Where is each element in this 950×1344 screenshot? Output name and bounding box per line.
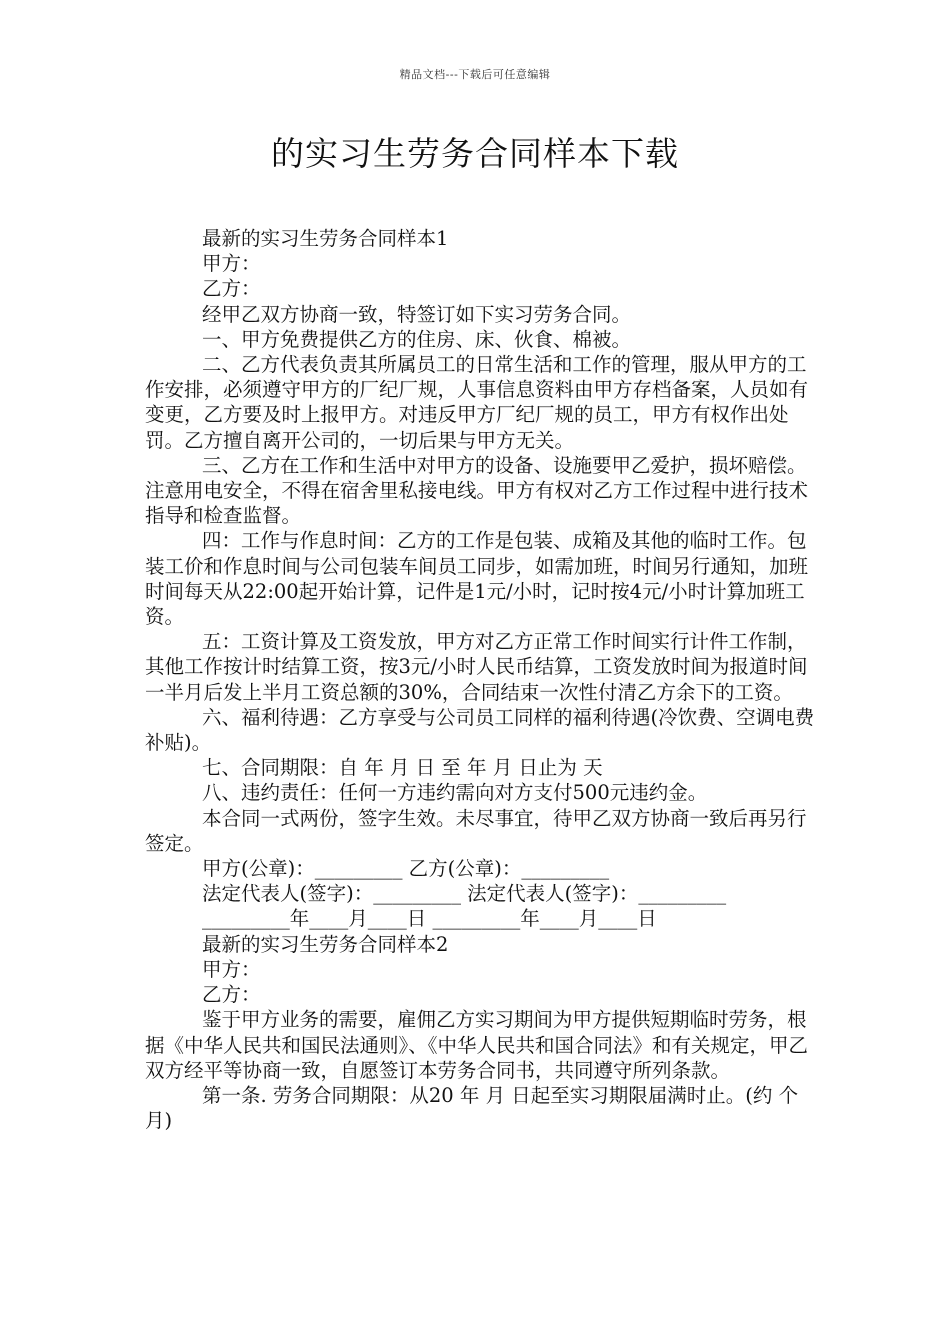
party-b-line-2: 乙方： xyxy=(202,983,261,1007)
party-a-line-2: 甲方： xyxy=(202,957,261,981)
party-a-line: 甲方： xyxy=(202,252,261,276)
party-b-line: 乙方： xyxy=(202,277,261,301)
document-title: 的实习生劳务合同样本下载 xyxy=(271,134,679,173)
document-body xyxy=(145,226,820,1133)
signature-line: 法定代表人(签字)：_________ 法定代表人(签字)：_________ xyxy=(202,882,727,906)
section-heading: 最新的实习生劳务合同样本1 xyxy=(202,227,449,250)
seal-line: 甲方(公章)：_________ 乙方(公章)：_________ xyxy=(202,857,610,881)
intro-paragraph-2: 鉴于甲方业务的需要，雇佣乙方实习期间为甲方提供短期临时劳务，根据《中华人民共和国民法通则》、《中华人民共和国合同法》和有关规定，甲乙双方经平等协商一致，自愿签订本劳务合同书，共同遵守所列条款。 xyxy=(145,1008,809,1082)
closing-paragraph: 本合同一式两份，签字生效。未尽事宜，待甲乙双方协商一致后再另行签定。 xyxy=(145,806,807,855)
clause-6: 六、福利待遇：乙方享受与公司员工同样的福利待遇(冷饮费、空调电费补贴)。 xyxy=(145,705,815,755)
header-note: 精品文档---下载后可任意编辑 xyxy=(399,68,551,81)
clause-5: 五：工资计算及工资发放，甲方对乙方正常工作时间实行计件工作制，其他工作按计时结算工资，按3元/小时人民币结算，工资发放时间为报道时间一半月后发上半月工资总额的30%，合同结束一次性付清乙方余下的工资。 xyxy=(145,630,808,704)
clause-3: 三、乙方在工作和生活中对甲方的设备、设施要甲乙爱护，损坏赔偿。注意用电安全，不得在宿舍里私接电线。甲方有权对乙方工作过程中进行技术指导和检查监督。 xyxy=(145,453,809,528)
section-heading-2: 最新的实习生劳务合同样本2 xyxy=(202,932,449,956)
clause-2: 二、乙方代表负责其所属员工的日常生活和工作的管理，服从甲方的工作安排，必须遵守甲方的厂纪厂规，人事信息资料由甲方存档备案，人员如有变更，乙方要及时上报甲方。对违反甲方厂纪厂规的员工，甲方有权作出处罚。乙方擅自离开公司的，一切后果与甲方无关。 xyxy=(145,353,809,452)
date-line: _________年____月____日 _________年____月____日 xyxy=(202,907,657,931)
article-1: 第一条. 劳务合同期限：从20 年 月 日起至实习期限届满时止。(约 个月) xyxy=(145,1083,799,1133)
clause-1: 一、甲方免费提供乙方的住房、床、伙食、棉被。 xyxy=(202,327,632,351)
intro-paragraph: 经甲乙双方协商一致，特签订如下实习劳务合同。 xyxy=(202,302,632,326)
clause-8: 八、违约责任：任何一方违约需向对方支付500元违约金。 xyxy=(202,781,708,805)
clause-7: 七、合同期限：自 年 月 日 至 年 月 日止为 天 xyxy=(202,756,603,780)
clause-4: 四：工作与作息时间：乙方的工作是包装、成箱及其他的临时工作。包装工价和作息时间与公司包装车间员工同步，如需加班，时间另行通知，加班时间每天从22:00起开始计算，记件是1元/小时，记时按4元/小时计算加班工资。 xyxy=(145,529,809,629)
